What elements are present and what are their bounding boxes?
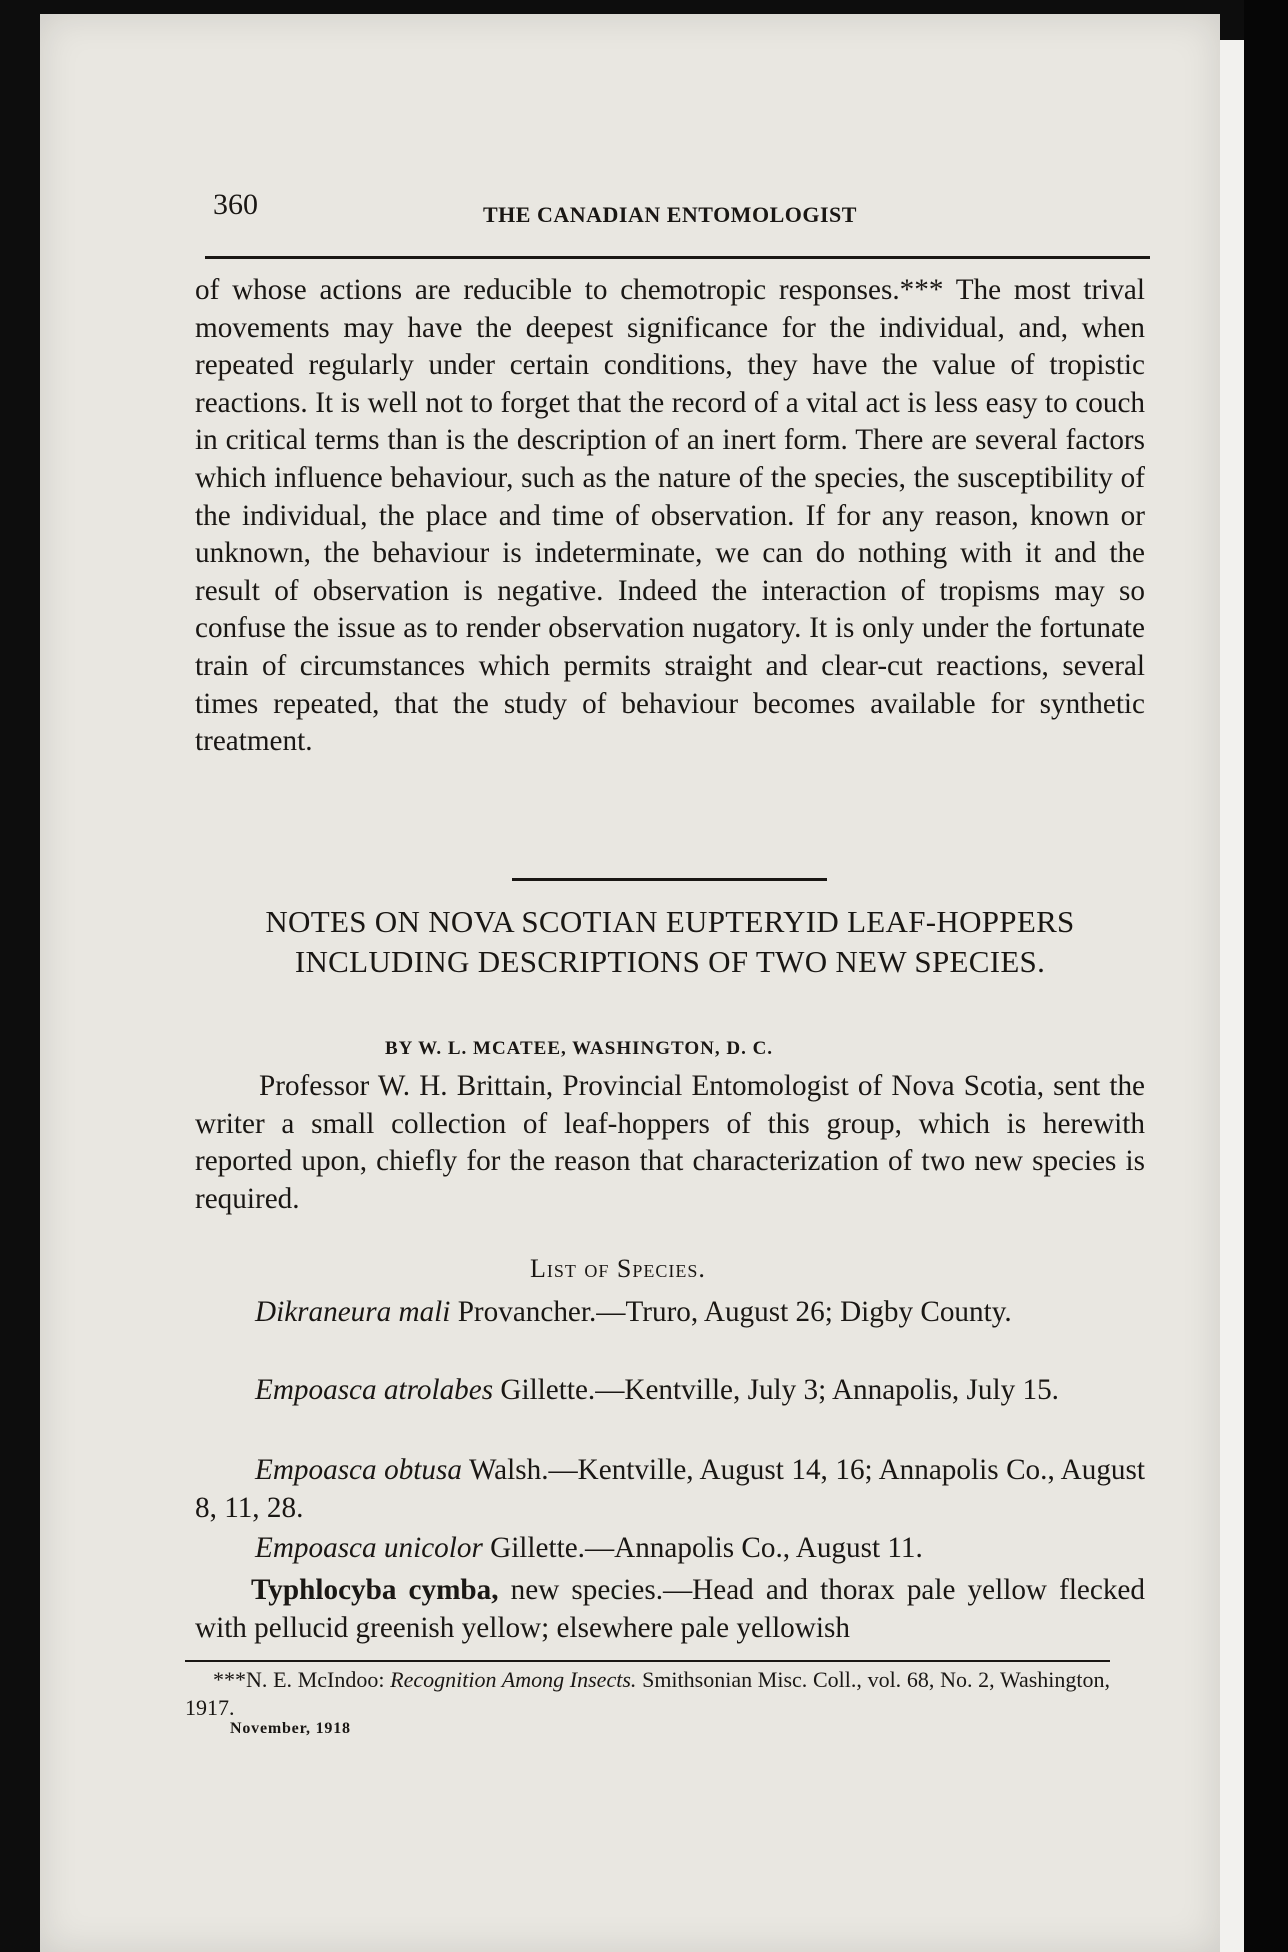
species-record: Walsh.—Kentville, August 14, 16; Annapolis Co., August 8, 11, 28. <box>195 1454 1145 1524</box>
issue-date: November, 1918 <box>230 1720 351 1737</box>
article-title: NOTES ON NOVA SCOTIAN EUPTERYID LEAF-HOPPERS INCLUDING DESCRIPTIONS OF TWO NEW SPECIES. <box>265 904 1075 979</box>
continued-paragraph: of whose actions are reducible to chemotropic responses.*** The most trival movements may have the deepest significance for the individual, and, when repeated regularly under certain conditions, they have the value of tropistic reactions. It is well not to forget that the record of a vital act is less easy to couch in critical terms than is the description of an inert form. There are several factors which influence behaviour, such as the nature of the species, the susceptibility of the individual, the place and time of observation. If for any reason, known or unknown, the behaviour is indeterminate, we can do nothing with it and the result of observation is negative. Indeed the interaction of tropisms may so confuse the issue as to render observation nugatory. It is only under the fortunate train of circumstances which permits straight and clear-cut reactions, several times repeated, that the study of behaviour becomes available for synthetic treatment. <box>195 274 1145 758</box>
new-species-text: new species.—Head and thorax pale yellow flecked with pellucid greenish yellow; elsewhere pale yellowish <box>195 1574 1145 1644</box>
species-entry <box>195 1372 1145 1410</box>
footnote-prefix: ***N. E. McIndoo: <box>213 1667 391 1692</box>
next-page-edge <box>1220 40 1244 1952</box>
section-divider <box>512 878 827 881</box>
species-entry <box>195 1530 1145 1568</box>
species-entry <box>195 1452 1145 1527</box>
species-name: Dikraneura mali <box>255 1296 451 1328</box>
scan-border <box>1244 0 1288 1952</box>
running-title: THE CANADIAN ENTOMOLOGIST <box>483 202 857 227</box>
footnote-rule <box>185 1660 1110 1662</box>
list-heading: List of Species. <box>530 1254 706 1283</box>
page-header <box>213 188 1143 228</box>
page-number: 360 <box>213 188 258 221</box>
species-record: Provancher.—Truro, August 26; Digby County. <box>450 1296 1012 1328</box>
species-name: Empoasca unicolor <box>255 1532 483 1564</box>
header-rule <box>205 256 1150 259</box>
new-species-description <box>195 1572 1145 1647</box>
species-entry <box>195 1294 1145 1332</box>
new-species-name: Typhlocyba cymba, <box>251 1574 499 1606</box>
article-byline: BY W. L. MCATEE, WASHINGTON, D. C. <box>385 1038 774 1059</box>
intro-paragraph: Professor W. H. Brittain, Provincial Entomologist of Nova Scotia, sent the writer a small collection of leaf-hoppers of this group, which is herewith reported upon, chiefly for the reason that characterization of two new species is required. <box>195 1070 1145 1215</box>
footnote-suffix: Smithsonian Misc. Coll., vol. 68, No. 2, Washington, 1917. <box>185 1667 1110 1720</box>
species-name: Empoasca atrolabes <box>255 1374 494 1406</box>
species-name: Empoasca obtusa <box>255 1454 462 1486</box>
footnote-title: Recognition Among Insects. <box>390 1667 637 1692</box>
species-record: Gillette.—Annapolis Co., August 11. <box>482 1532 923 1564</box>
species-record: Gillette.—Kentville, July 3; Annapolis, July 15. <box>493 1374 1059 1406</box>
footnote <box>185 1666 1110 1722</box>
